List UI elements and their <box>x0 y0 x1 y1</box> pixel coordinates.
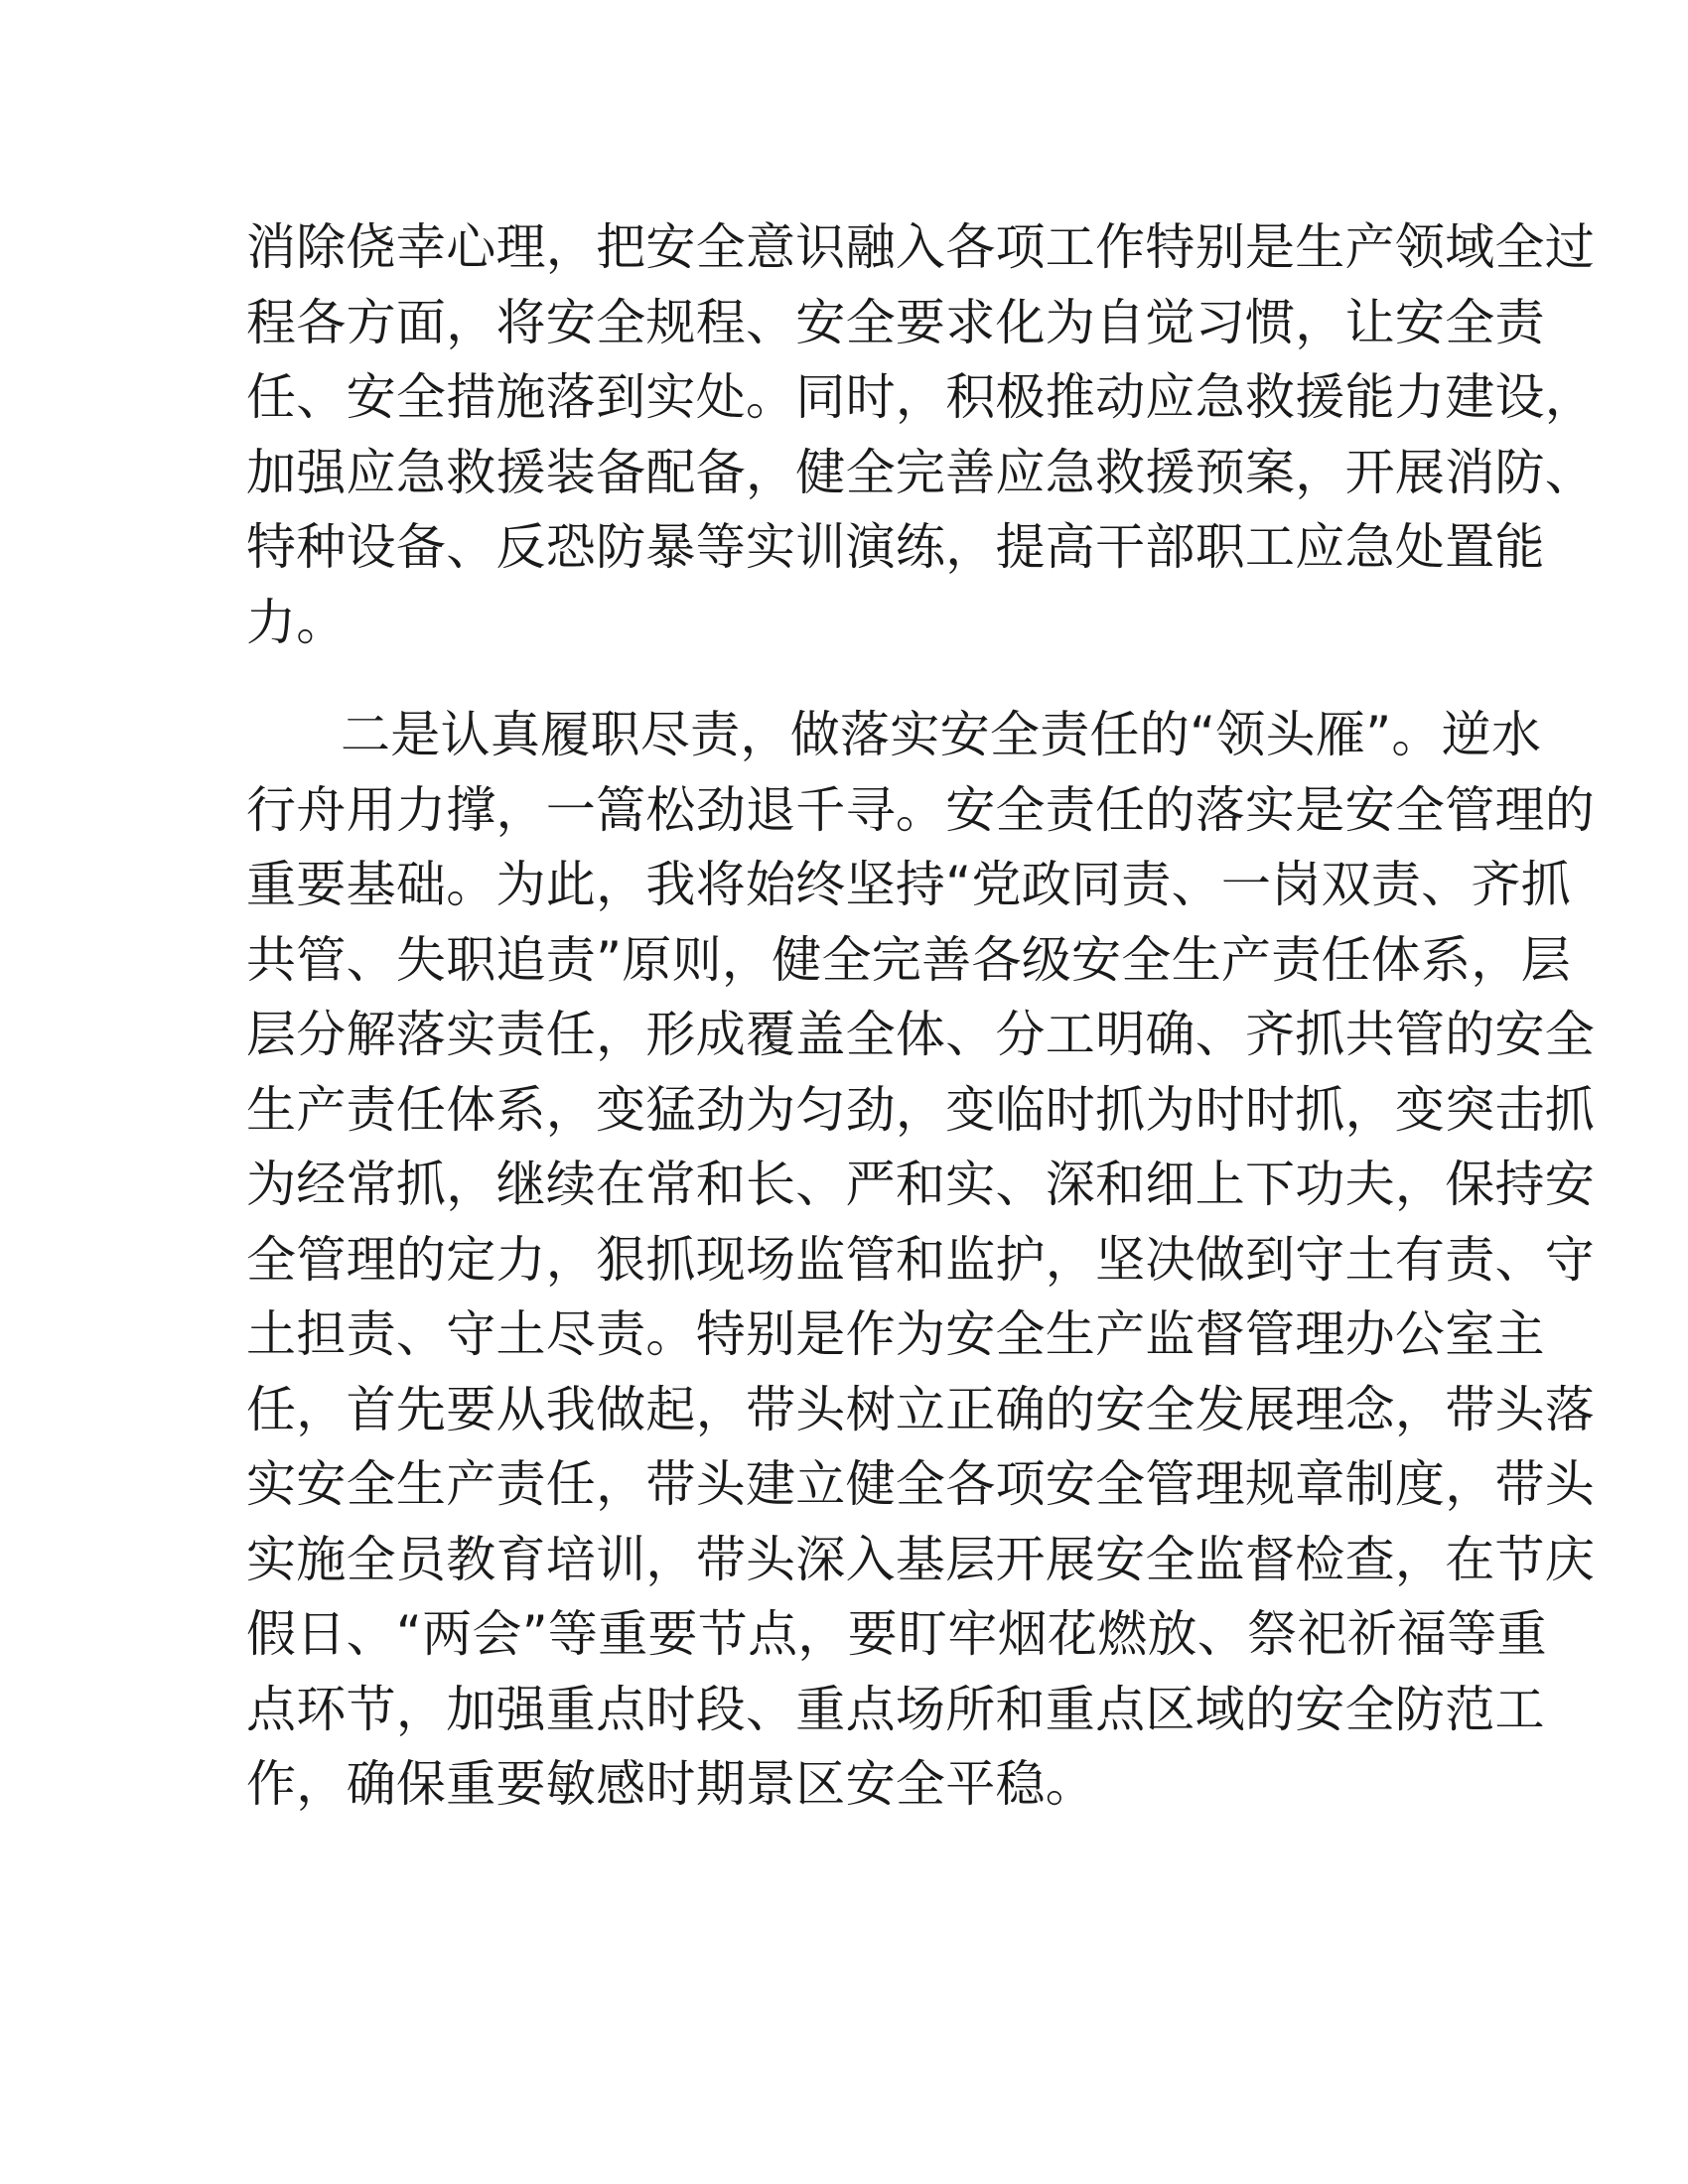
paragraph-2-line-11: 实安全生产责任，带头建立健全各项安全管理规章制度，带头 <box>246 1455 1596 1513</box>
paragraph-2-line-5: 层分解落实责任，形成覆盖全体、分工明确、齐抓共管的安全 <box>246 1006 1596 1063</box>
paragraph-2-line-4: 共管、失职追责”原则，健全完善各级安全生产责任体系，层 <box>246 930 1572 989</box>
paragraph-2-line-15: 作，确保重要敏感时期景区安全平稳。 <box>246 1755 1096 1813</box>
paragraph-2-line-13: 假日、“两会”等重要节点，要盯牢烟花燃放、祭祀祈福等重 <box>246 1605 1547 1663</box>
paragraph-1-line-1: 消除侥幸心理，把安全意识融入各项工作特别是生产领域全过 <box>246 218 1596 276</box>
paragraph-2-line-10: 任，首先要从我做起，带头树立正确的安全发展理念，带头落 <box>246 1380 1596 1438</box>
paragraph-1-line-2: 程各方面，将安全规程、安全要求化为自觉习惯，让安全责 <box>246 293 1545 351</box>
paragraph-1-line-3: 任、安全措施落到实处。同时，积极推动应急救援能力建设， <box>246 368 1596 426</box>
paragraph-2 <box>246 698 1596 1823</box>
paragraph-2-line-2: 行舟用力撑，一篙松劲退千寻。安全责任的落实是安全管理的 <box>246 780 1596 839</box>
paragraph-2-line-9: 土担责、守土尽责。特别是作为安全生产监督管理办公室主 <box>246 1305 1545 1363</box>
paragraph-2-line-6: 生产责任体系，变猛劲为匀劲，变临时抓为时时抓，变突击抓 <box>246 1080 1596 1139</box>
paragraph-1-line-5: 特种设备、反恐防暴等实训演练，提高干部职工应急处置能 <box>246 518 1545 576</box>
paragraph-1-line-6: 力。 <box>246 593 347 651</box>
paragraph-1 <box>246 210 1596 660</box>
paragraph-2-line-1: 二是认真履职尽责，做落实安全责任的“领头雁”。逆水 <box>341 706 1542 763</box>
paragraph-2-line-3: 重要基础。为此，我将始终坚持“党政同责、一岗双责、齐抓 <box>246 856 1572 913</box>
paragraph-2-line-7: 为经常抓，继续在常和长、严和实、深和细上下功夫，保持安 <box>246 1156 1596 1213</box>
paragraph-2-line-8: 全管理的定力，狠抓现场监管和监护，坚决做到守土有责、守 <box>246 1230 1596 1289</box>
paragraph-2-line-12: 实施全员教育培训，带头深入基层开展安全监督检查，在节庆 <box>246 1530 1596 1588</box>
paragraph-1-line-4: 加强应急救援装备配备，健全完善应急救援预案，开展消防、 <box>246 443 1596 501</box>
paragraph-2-line-14: 点环节，加强重点时段、重点场所和重点区域的安全防范工 <box>246 1680 1545 1738</box>
